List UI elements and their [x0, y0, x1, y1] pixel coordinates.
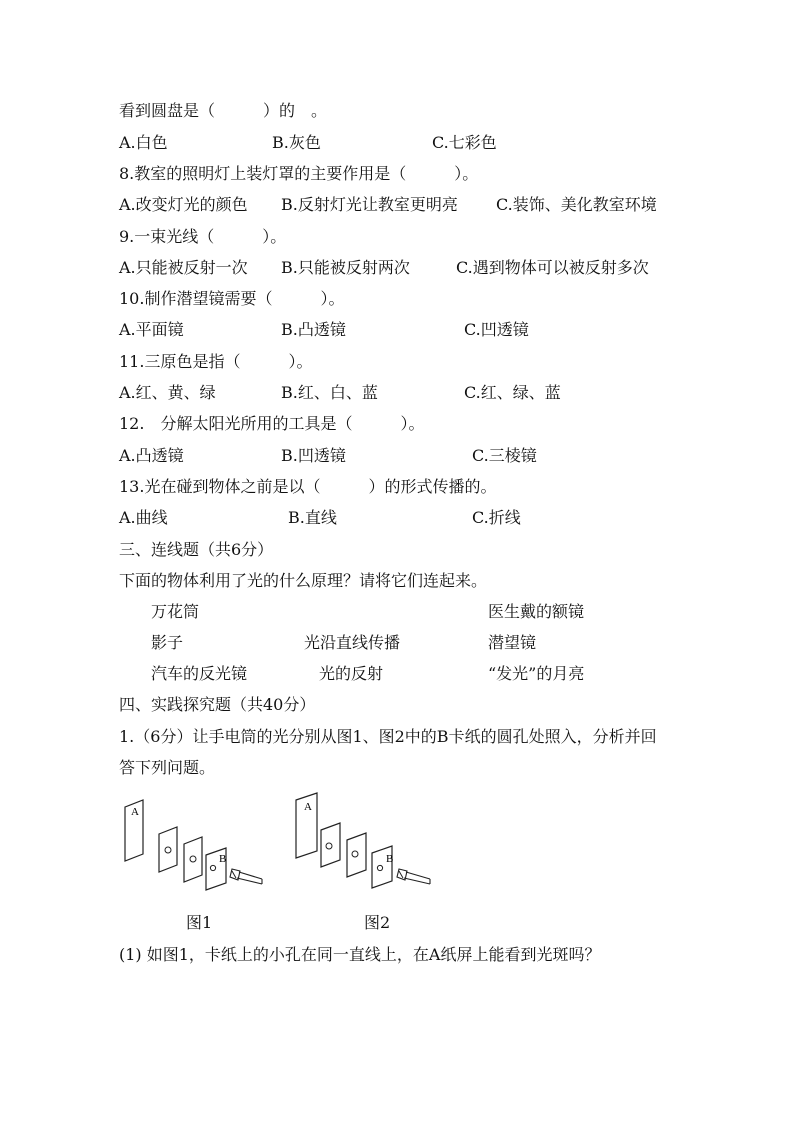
section-4-heading: 四、实践探究题（共40分） [119, 695, 316, 714]
section-3-heading: 三、连线题（共6分） [119, 540, 274, 559]
flashlight-icon [230, 869, 262, 884]
q9-option-c: C.遇到物体可以被反射多次 [456, 258, 649, 277]
matching-left-item: 万花筒 [151, 602, 200, 621]
q9-option-b: B.只能被反射两次 [281, 258, 410, 277]
matching-middle-item: 光的反射 [319, 664, 384, 683]
card-a-label: A [304, 801, 312, 813]
card-middle-2 [347, 833, 366, 877]
q13-option-a: A.曲线 [119, 508, 168, 527]
q7-option-a: A.白色 [119, 133, 168, 152]
figure-2-caption: 图2 [364, 913, 391, 932]
q11-option-b: B.红、白、蓝 [281, 383, 378, 402]
q13-option-b: B.直线 [288, 508, 337, 527]
matching-instruction: 下面的物体利用了光的什么原理？请将它们连起来。 [119, 571, 488, 590]
q13-stem: 13.光在碰到物体之前是以（ ）的形式传播的。 [119, 477, 497, 496]
q9-stem: 9.一束光线（ ）。 [119, 227, 287, 246]
q11-option-c: C.红、绿、蓝 [464, 383, 561, 402]
q8-option-c: C.装饰、美化教室环境 [496, 195, 657, 214]
card-b-label: B [219, 853, 227, 865]
q7-stem-continuation: 看到圆盘是（ ）的 。 [119, 101, 328, 120]
question-1-stem: 1.（6分）让手电筒的光分别从图1、图2中的B卡纸的圆孔处照入，分析并回 [119, 727, 657, 746]
matching-right-item: 医生戴的额镜 [488, 602, 585, 621]
matching-right-item: 潜望镜 [488, 633, 537, 652]
q7-option-b: B.灰色 [272, 133, 321, 152]
matching-right-item: “发光”的月亮 [488, 664, 585, 683]
flashlight-icon [397, 869, 430, 884]
matching-left-item: 影子 [151, 633, 184, 652]
q12-stem: 12. 分解太阳光所用的工具是（ ）。 [119, 414, 425, 433]
q11-stem: 11.三原色是指（ ）。 [119, 352, 313, 371]
q12-option-c: C.三棱镜 [472, 446, 537, 465]
q10-option-a: A.平面镜 [119, 320, 184, 339]
q7-option-c: C.七彩色 [432, 133, 497, 152]
q8-option-a: A.改变灯光的颜色 [119, 195, 248, 214]
q12-option-a: A.凸透镜 [119, 446, 184, 465]
q8-stem: 8.教室的照明灯上装灯罩的主要作用是（ ）。 [119, 164, 479, 183]
figure-1-caption: 图1 [186, 913, 213, 932]
q10-option-c: C.凹透镜 [464, 320, 529, 339]
q12-option-b: B.凹透镜 [281, 446, 346, 465]
card-middle-1 [159, 827, 177, 872]
figure-1-diagram [120, 795, 270, 895]
q10-option-b: B.凸透镜 [281, 320, 346, 339]
q11-option-a: A.红、黄、绿 [119, 383, 216, 402]
q10-stem: 10.制作潜望镜需要（ ）。 [119, 289, 345, 308]
card-middle-1 [321, 823, 340, 867]
card-middle-2 [184, 837, 202, 882]
card-b-label: B [386, 853, 394, 865]
figure-2-diagram [290, 786, 440, 896]
card-a-label: A [131, 806, 139, 818]
q13-option-c: C.折线 [472, 508, 521, 527]
matching-left-item: 汽车的反光镜 [151, 664, 248, 683]
sub-question-1: (1) 如图1，卡纸上的小孔在同一直线上，在A纸屏上能看到光斑吗？ [119, 945, 601, 964]
question-1-stem-continuation: 答下列问题。 [119, 758, 216, 777]
q8-option-b: B.反射灯光让教室更明亮 [281, 195, 458, 214]
q9-option-a: A.只能被反射一次 [119, 258, 248, 277]
matching-middle-item: 光沿直线传播 [304, 633, 401, 652]
